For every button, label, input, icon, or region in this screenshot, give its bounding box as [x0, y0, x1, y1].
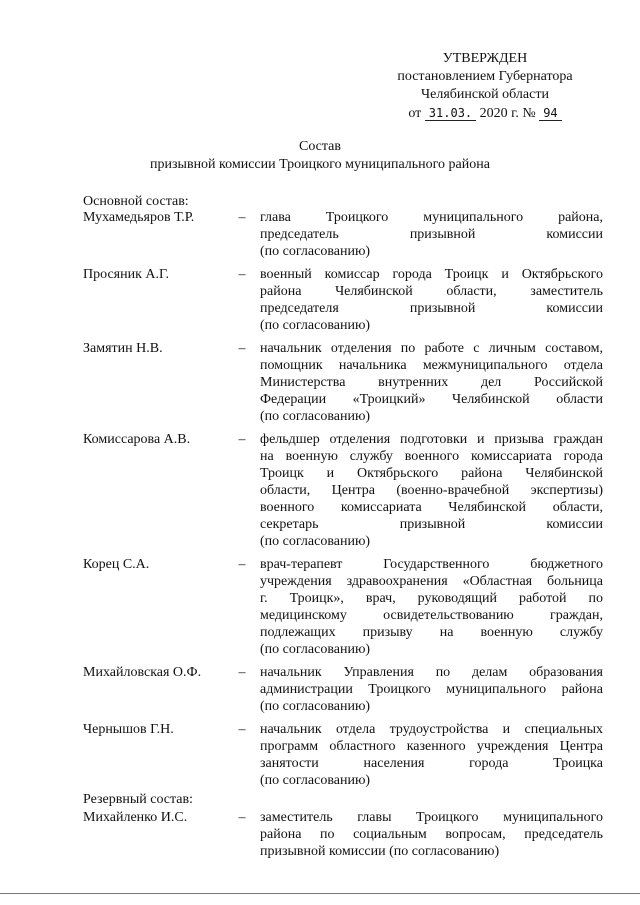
member-role-line: (по согласованию)	[260, 318, 371, 333]
title-line-2: призывной комиссии Троицкого муниципального района	[150, 157, 490, 172]
year-number-label: 2020 г. №	[479, 106, 536, 121]
title-line-1: Состав	[298, 139, 341, 154]
member-dash: –	[238, 267, 246, 282]
member-dash: –	[238, 210, 246, 225]
date-prefix: от	[408, 106, 422, 121]
approval-decree-line: постановлением Губернатора	[397, 69, 573, 84]
member-role-line: начальник отделения по работе с личным составом,	[260, 341, 603, 356]
member-role-line: военного комиссариата Челябинской области,	[260, 500, 603, 515]
member-role	[260, 340, 603, 425]
member-row	[83, 721, 603, 789]
approval-heading: УТВЕРЖДЕН	[442, 51, 528, 66]
member-role-line: секретарь призывной комиссии	[260, 517, 603, 532]
date-value: 31.03.	[425, 106, 476, 121]
member-name: Михайленко И.С.	[83, 810, 188, 825]
member-row	[83, 664, 603, 715]
member-role-line: администрации Троицкого муниципального района	[260, 682, 603, 697]
member-role	[260, 209, 603, 260]
member-row	[83, 431, 603, 550]
member-row	[83, 209, 603, 260]
approval-date-line	[380, 104, 590, 123]
member-role-line: района Челябинской области, заместитель	[260, 284, 603, 299]
member-role-line: председателя призывной комиссии	[260, 301, 603, 316]
member-role-line: военный комиссар города Троицк и Октябрьского	[260, 267, 603, 282]
member-role-line: заместитель главы Троицкого муниципального	[260, 810, 603, 825]
member-role-line: (по согласованию)	[260, 534, 371, 549]
member-dash: –	[238, 341, 246, 356]
member-dash: –	[238, 557, 246, 572]
member-role-line: помощник начальника межмуниципального отдела	[260, 358, 603, 373]
member-role-line: (по согласованию)	[260, 642, 371, 657]
approval-stamp	[380, 50, 590, 123]
member-role-line: (по согласованию)	[260, 409, 371, 424]
member-name: Михайловская О.Ф.	[83, 665, 202, 680]
member-role-line: района по социальным вопросам, председатель	[260, 827, 603, 842]
member-name: Чернышов Г.Н.	[83, 722, 174, 737]
member-dash: –	[238, 665, 246, 680]
member-role-line: фельдшер отделения подготовки и призыва граждан	[260, 432, 603, 447]
member-role-line: занятости населения города Троицка	[260, 756, 603, 771]
document-title	[0, 138, 640, 174]
approval-region-line: Челябинской области	[421, 87, 549, 102]
member-name: Мухамедьяров Т.Р.	[83, 210, 195, 225]
member-role	[260, 431, 603, 550]
member-name: Замятин Н.В.	[83, 341, 163, 356]
member-role-line: программ областного казенного учреждения Центра	[260, 739, 603, 754]
member-row	[83, 556, 603, 658]
member-name: Комиссарова А.В.	[83, 432, 191, 447]
member-dash: –	[238, 722, 246, 737]
member-role-line: начальник Управления по делам образования	[260, 665, 603, 680]
member-row	[83, 266, 603, 334]
member-row	[83, 340, 603, 425]
member-role-line: подлежащих призыву на военную службу	[260, 625, 603, 640]
member-role-line: медицинскому освидетельствованию граждан,	[260, 608, 603, 623]
member-name: Корец С.А.	[83, 557, 150, 572]
main-section-heading: Основной состав:	[83, 194, 189, 209]
page-bottom-rule	[0, 893, 640, 894]
member-role-line: врач-терапевт Государственного бюджетного	[260, 557, 603, 572]
member-row	[83, 809, 603, 860]
member-role	[260, 556, 603, 658]
member-role-line: начальник отдела трудоустройства и специальных	[260, 722, 603, 737]
member-role-line: глава Троицкого муниципального района,	[260, 210, 603, 225]
member-role	[260, 721, 603, 789]
member-dash: –	[238, 810, 246, 825]
member-role-line: на военную службу военного комиссариата города	[260, 449, 603, 464]
member-role-line: призывной комиссии (по согласованию)	[260, 844, 500, 859]
member-role-line: председатель призывной комиссии	[260, 227, 603, 242]
decree-number: 94	[539, 106, 561, 121]
member-role	[260, 266, 603, 334]
member-role-line: (по согласованию)	[260, 244, 371, 259]
member-role-line: (по согласованию)	[260, 699, 371, 714]
member-role	[260, 809, 603, 860]
member-role-line: области, Центра (военно-врачебной экспертизы)	[260, 483, 603, 498]
member-name: Просяник А.Г.	[83, 267, 170, 282]
member-role-line: учреждения здравоохранения «Областная больница	[260, 574, 603, 589]
member-role-line: Федерации «Троицкий» Челябинской области	[260, 392, 603, 407]
member-role-line: Троицк и Октябрьского района Челябинской	[260, 466, 603, 481]
member-role-line: (по согласованию)	[260, 773, 371, 788]
member-role-line: г. Троицк», врач, руководящий работой по	[260, 591, 603, 606]
reserve-section-heading: Резервный состав:	[83, 792, 194, 807]
member-role	[260, 664, 603, 715]
member-role-line: Министерства внутренних дел Российской	[260, 375, 603, 390]
member-dash: –	[238, 432, 246, 447]
